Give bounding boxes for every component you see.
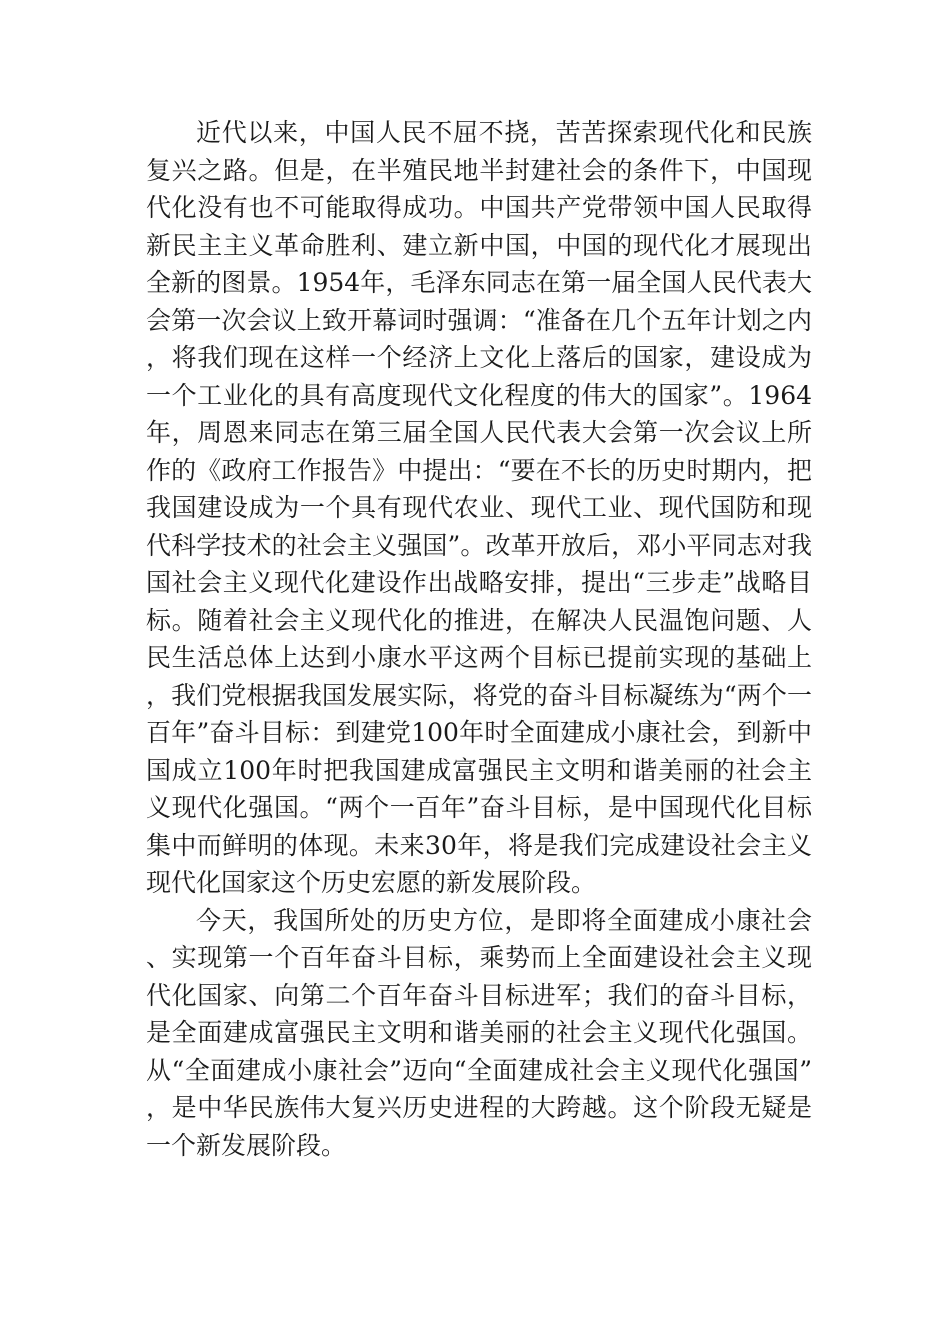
document-body — [146, 114, 812, 1164]
paragraph-2: 今天，我国所处的历史方位，是即将全面建成小康社会、实现第一个百年奋斗目标，乘势而上全面建设社会主义现代化国家、向第二个百年奋斗目标进军；我们的奋斗目标，是全面建成富强民主文明和谐美丽的社会主义现代化强国。从“全面建成小康社会”迈向“全面建成社会主义现代化强国”，是中华民族伟大复兴历史进程的大跨越。这个阶段无疑是一个新发展阶段。 — [146, 905, 812, 1160]
paragraph-1: 近代以来，中国人民不屈不挠，苦苦探索现代化和民族复兴之路。但是，在半殖民地半封建社会的条件下，中国现代化没有也不可能取得成功。中国共产党带领中国人民取得新民主主义革命胜利、建立新中国，中国的现代化才展现出全新的图景。1954年，毛泽东同志在第一届全国人民代表大会第一次会议上致开幕词时强调：“准备在几个五年计划之内，将我们现在这样一个经济上文化上落后的国家，建设成为一个工业化的具有高度现代文化程度的伟大的国家”。1964年，周恩来同志在第三届全国人民代表大会第一次会议上所作的《政府工作报告》中提出：“要在不长的历史时期内，把我国建设成为一个具有现代农业、现代工业、现代国防和现代科学技术的社会主义强国”。改革开放后，邓小平同志对我国社会主义现代化建设作出战略安排，提出“三步走”战略目标。随着社会主义现代化的推进，在解决人民温饱问题、人民生活总体上达到小康水平这两个目标已提前实现的基础上，我们党根据我国发展实际，将党的奋斗目标凝练为“两个一百年”奋斗目标：到建党100年时全面建成小康社会，到新中国成立100年时把我国建成富强民主文明和谐美丽的社会主义现代化强国。“两个一百年”奋斗目标，是中国现代化目标集中而鲜明的体现。未来30年，将是我们完成建设社会主义现代化国家这个历史宏愿的新发展阶段。 — [146, 118, 812, 897]
